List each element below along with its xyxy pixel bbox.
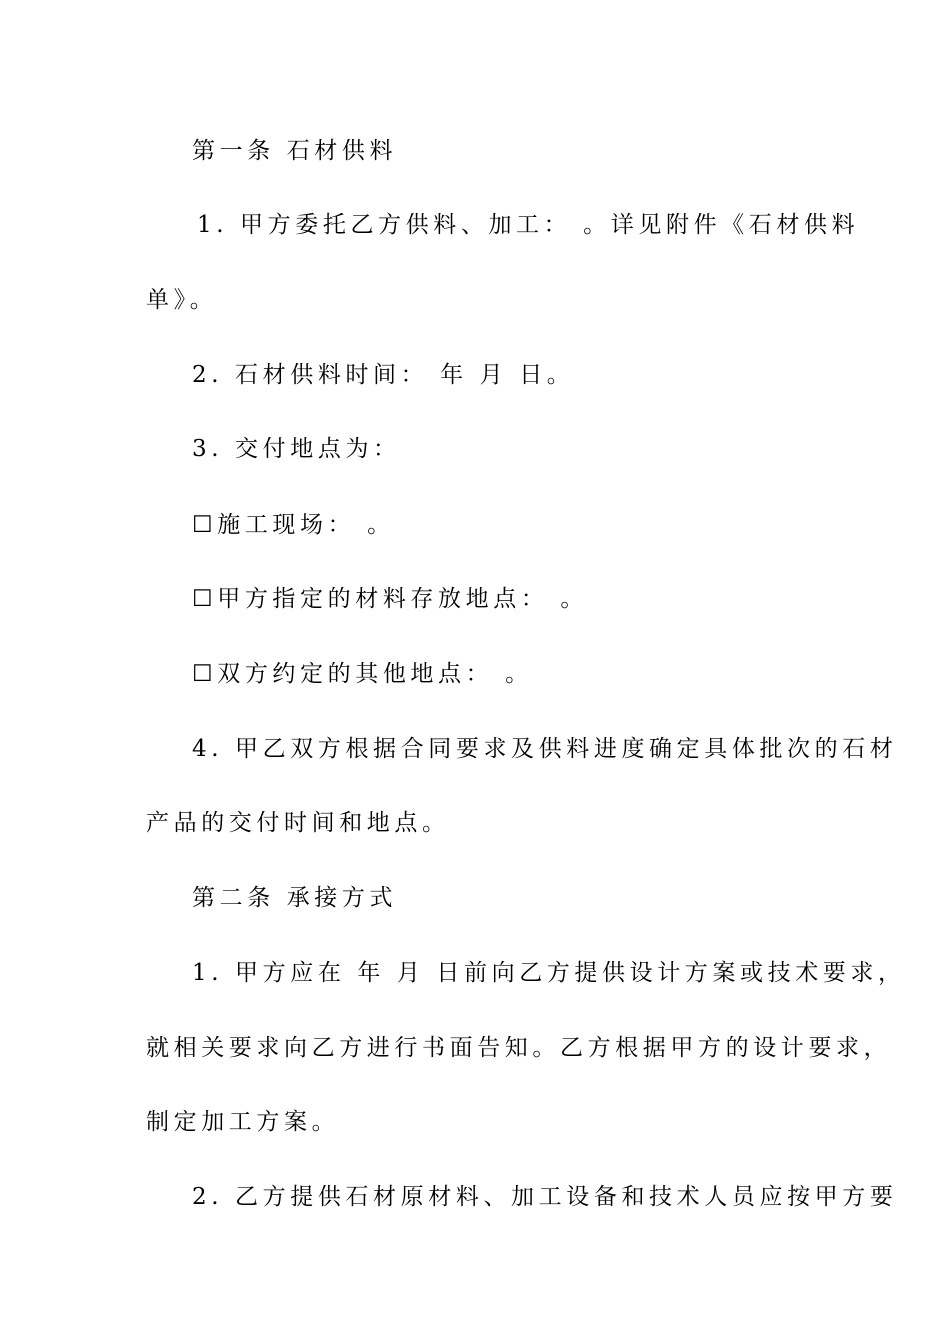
- article-2-clause-1-continued: 就相关要求向乙方进行书面告知。乙方根据甲方的设计要求，: [146, 1035, 892, 1061]
- article-1-clause-4-continued: 产品的交付时间和地点。: [146, 810, 450, 836]
- article-1-heading: 第一条 石材供料: [192, 138, 398, 164]
- delivery-option-site: ☐施工现场： 。: [192, 512, 395, 538]
- article-1-clause-1: 1. 甲方委托乙方供料、加工： 。详见附件《石材供料: [197, 212, 860, 238]
- article-2-clause-1-end: 制定加工方案。: [146, 1109, 340, 1135]
- article-2-heading: 第二条 承接方式: [192, 885, 398, 911]
- article-1-clause-1-continued: 单》。: [146, 287, 218, 313]
- article-1-clause-2: 2. 石材供料时间： 年 月 日。: [192, 362, 575, 388]
- article-2-clause-1: 1. 甲方应在 年 月 日前向乙方提供设计方案或技术要求，: [192, 960, 906, 986]
- delivery-option-storage: ☐甲方指定的材料存放地点： 。: [192, 586, 588, 612]
- article-2-clause-2: 2. 乙方提供石材原材料、加工设备和技术人员应按甲方要: [192, 1184, 898, 1210]
- article-1-clause-3: 3. 交付地点为：: [192, 436, 401, 462]
- article-1-clause-4: 4. 甲乙双方根据合同要求及供料进度确定具体批次的石材: [192, 736, 898, 762]
- delivery-option-other: ☐双方约定的其他地点： 。: [192, 661, 533, 687]
